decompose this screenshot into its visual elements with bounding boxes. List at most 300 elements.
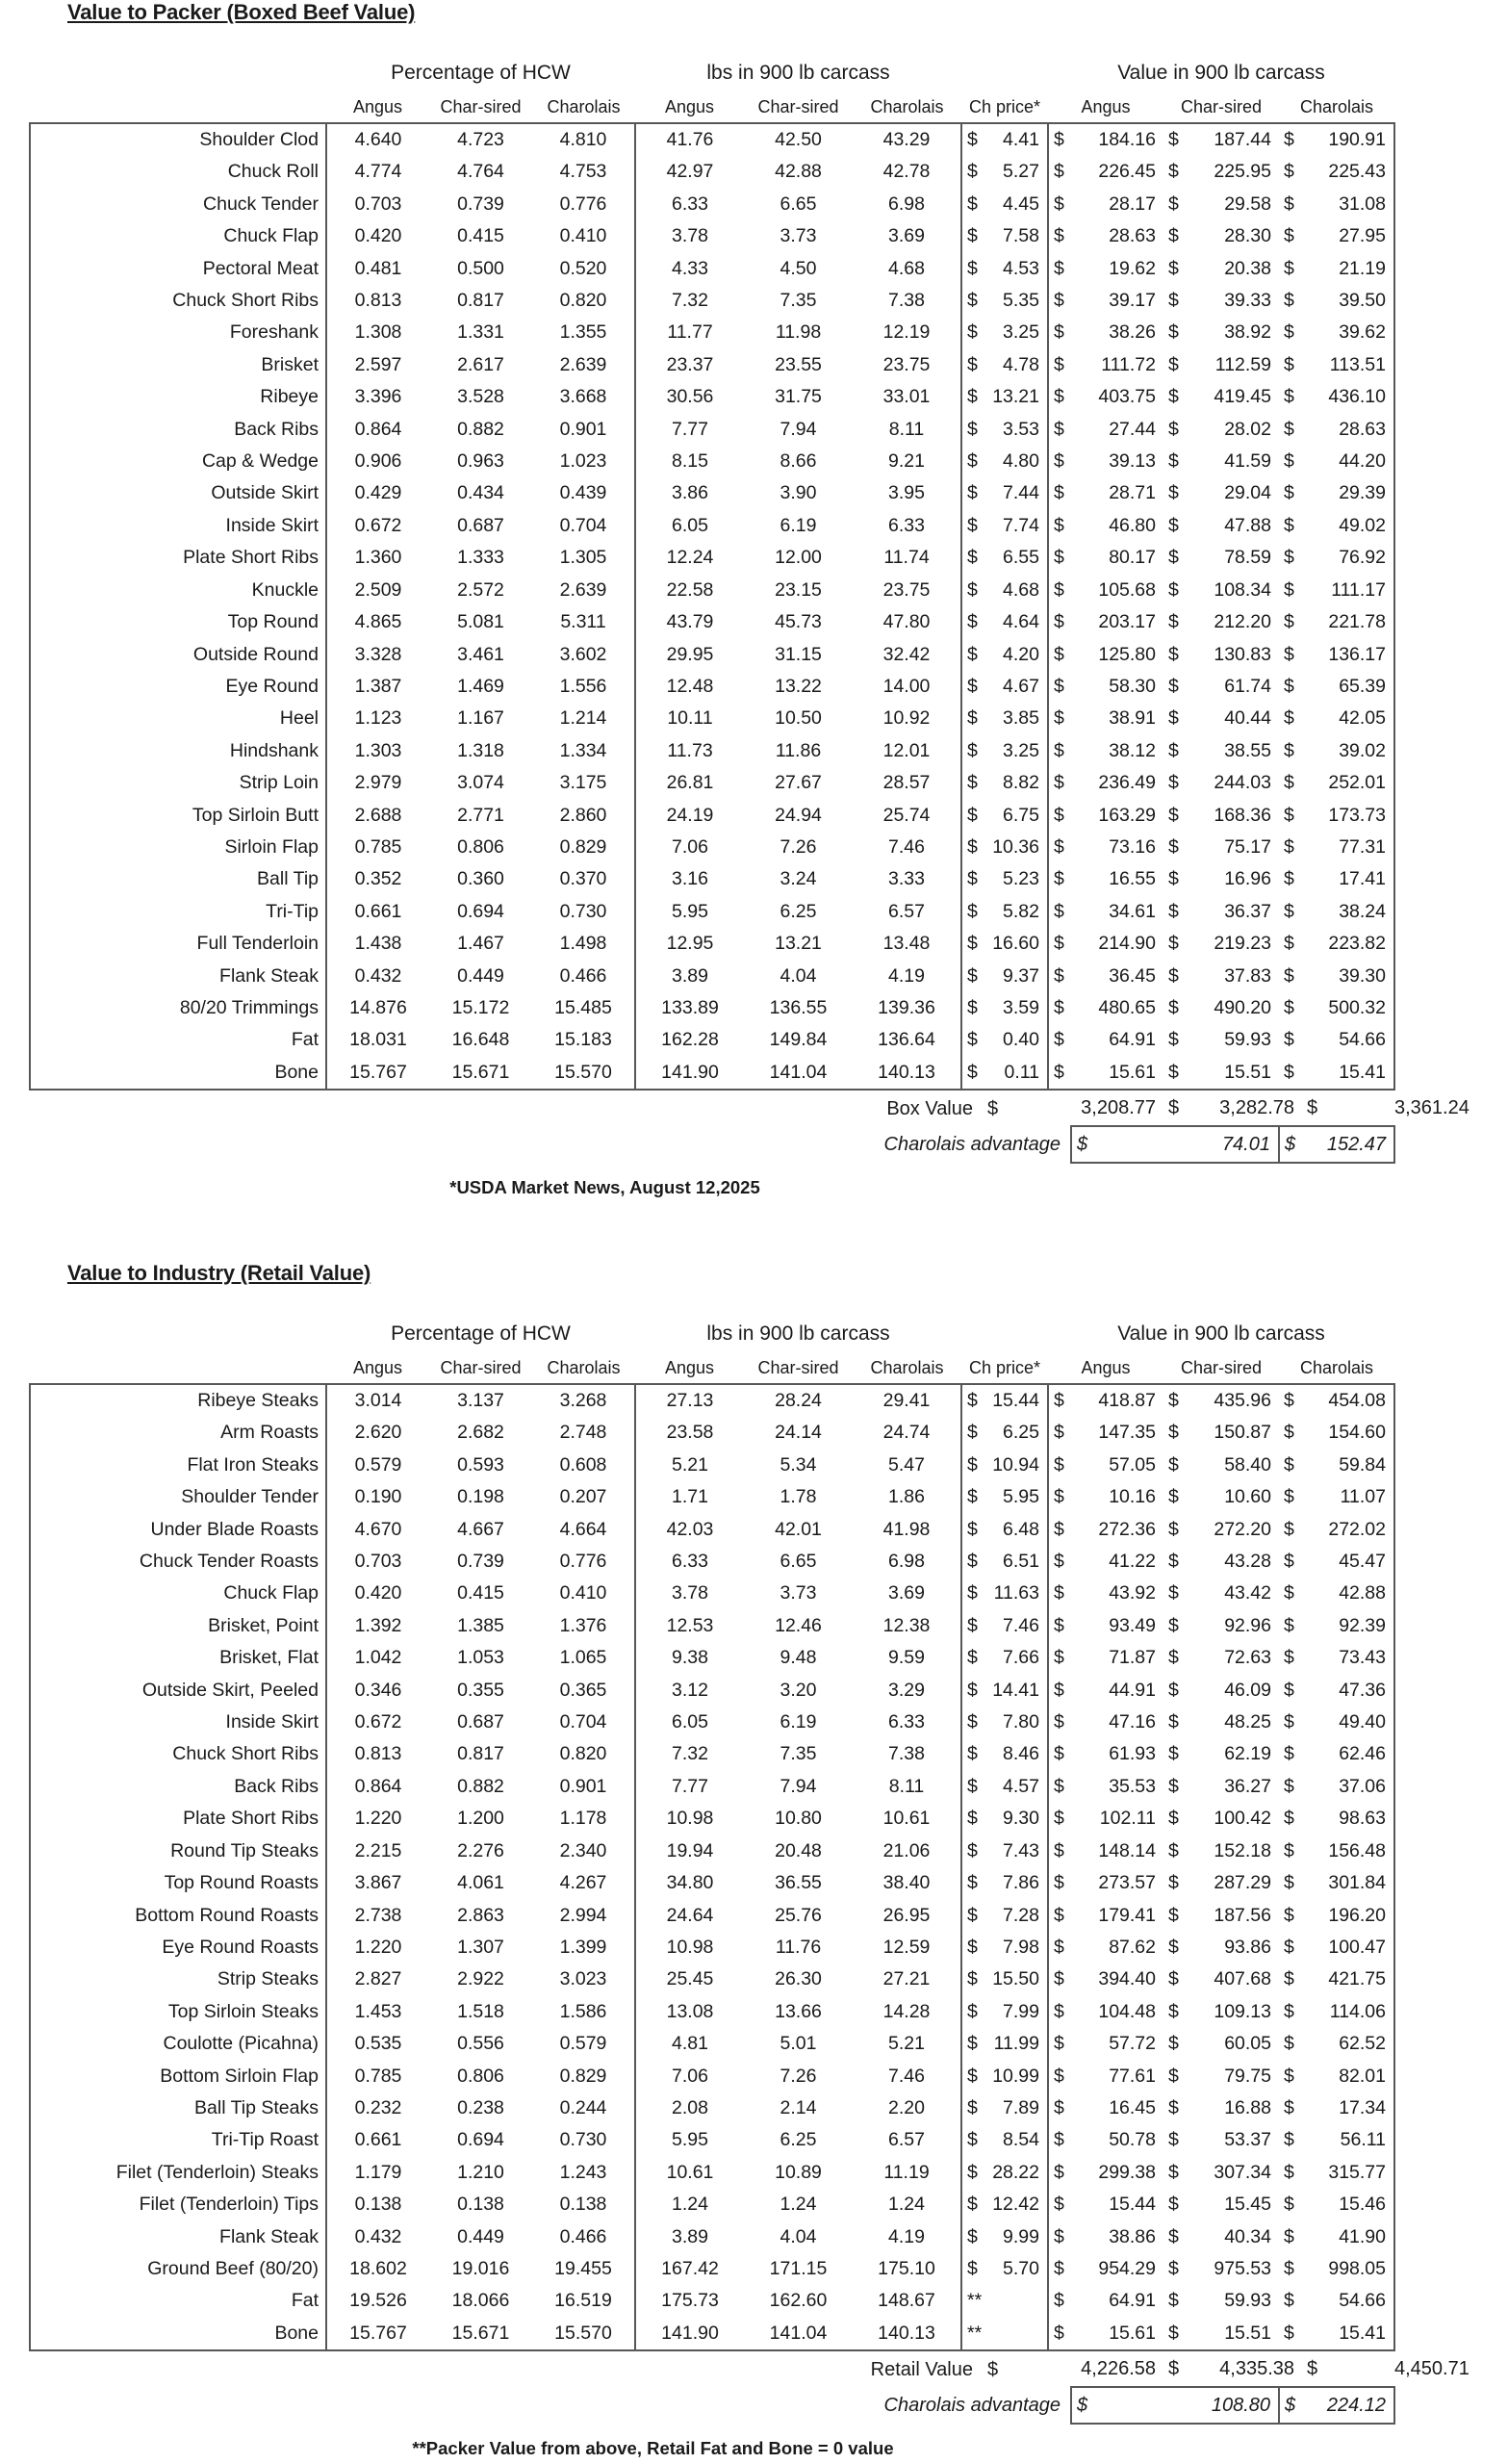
cut-name: Chuck Flap bbox=[223, 225, 319, 247]
value-amount: 226.45 bbox=[1098, 161, 1156, 183]
table-row bbox=[30, 381, 1477, 413]
lbs-value: 171.15 bbox=[769, 2257, 828, 2279]
packer-col-lbs-angus: Angus bbox=[664, 97, 715, 116]
value-amount: 16.45 bbox=[1109, 2096, 1156, 2118]
packer-advantage-row bbox=[30, 1126, 1477, 1163]
value-currency: $ bbox=[1284, 1968, 1294, 1990]
value-amount: 43.42 bbox=[1224, 1582, 1271, 1604]
table-row bbox=[30, 2318, 1477, 2350]
table-row bbox=[30, 1384, 1477, 1417]
cut-name: Knuckle bbox=[251, 578, 319, 601]
value-currency: $ bbox=[1168, 2257, 1179, 2279]
value-currency: $ bbox=[1168, 1872, 1179, 1894]
value-amount: 16.55 bbox=[1109, 868, 1156, 890]
price-value: 10.36 bbox=[992, 835, 1039, 858]
value-currency: $ bbox=[1168, 996, 1179, 1018]
value-amount: 50.78 bbox=[1109, 2129, 1156, 2151]
cut-name: Filet (Tenderloin) Tips bbox=[139, 2194, 319, 2216]
price-value: 4.80 bbox=[1003, 450, 1039, 473]
value-currency: $ bbox=[1048, 1642, 1071, 1674]
lbs-value: 7.35 bbox=[780, 290, 817, 312]
table-row bbox=[30, 2061, 1477, 2092]
value-amount: 37.06 bbox=[1302, 1771, 1394, 1803]
lbs-value: 13.21 bbox=[775, 933, 822, 955]
row-spacer bbox=[30, 220, 76, 252]
value-amount: 272.20 bbox=[1214, 1518, 1271, 1540]
cut-name: 80/20 Trimmings bbox=[179, 996, 319, 1018]
row-spacer bbox=[30, 2028, 76, 2060]
pct-value: 4.753 bbox=[559, 161, 607, 183]
value-currency: $ bbox=[1048, 2157, 1071, 2189]
value-amount: 34.61 bbox=[1109, 900, 1156, 922]
pct-value: 0.704 bbox=[559, 1711, 607, 1733]
lbs-value: 7.35 bbox=[780, 1743, 817, 1765]
table-row bbox=[30, 317, 1477, 348]
lbs-value: 3.73 bbox=[780, 1582, 817, 1604]
pct-value: 0.817 bbox=[457, 290, 504, 312]
value-amount: 49.40 bbox=[1302, 1707, 1394, 1738]
table-row bbox=[30, 703, 1477, 734]
value-currency: $ bbox=[1048, 1803, 1071, 1835]
price-value: 5.95 bbox=[1003, 1486, 1039, 1508]
lbs-value: 5.21 bbox=[635, 1450, 744, 1481]
price-value: 15.44 bbox=[983, 1384, 1048, 1417]
cut-name: Outside Skirt bbox=[211, 482, 319, 504]
lbs-value: 25.74 bbox=[882, 804, 931, 826]
pct-value: 0.352 bbox=[326, 863, 429, 895]
pct-value: 0.365 bbox=[559, 1679, 607, 1701]
lbs-value: 7.32 bbox=[635, 1738, 744, 1770]
value-currency: $ bbox=[1284, 933, 1294, 955]
row-spacer bbox=[30, 349, 76, 381]
value-amount: 39.33 bbox=[1224, 290, 1271, 312]
lbs-value: 149.84 bbox=[769, 1029, 828, 1051]
pct-value: 1.355 bbox=[559, 321, 607, 344]
pct-value: 1.123 bbox=[326, 703, 429, 734]
value-amount: 57.05 bbox=[1109, 1453, 1156, 1476]
price-value: 4.68 bbox=[1003, 578, 1039, 601]
row-spacer bbox=[30, 1867, 76, 1899]
lbs-value: 28.24 bbox=[744, 1384, 853, 1417]
price-currency: $ bbox=[961, 1578, 983, 1609]
retail-col-lbs-angus: Angus bbox=[664, 1358, 715, 1377]
pct-value: 1.556 bbox=[559, 675, 607, 697]
price-currency: $ bbox=[961, 575, 983, 606]
lbs-value: 25.76 bbox=[775, 1904, 822, 1926]
pct-value: 15.172 bbox=[451, 996, 510, 1018]
price-currency: $ bbox=[961, 1707, 983, 1738]
value-amount: 454.08 bbox=[1302, 1384, 1394, 1417]
lbs-value: 11.86 bbox=[775, 739, 822, 761]
retail-subheader-row bbox=[30, 1349, 1477, 1384]
value-currency: $ bbox=[1284, 2257, 1294, 2279]
lbs-value: 3.16 bbox=[635, 863, 744, 895]
packer-subheader-row bbox=[30, 89, 1477, 123]
pct-value: 19.455 bbox=[554, 2257, 612, 2279]
retail-table-body bbox=[30, 1384, 1477, 2350]
retail-value-label: Retail Value bbox=[870, 2358, 973, 2380]
price-currency: $ bbox=[961, 156, 983, 188]
price-value: 5.23 bbox=[1003, 868, 1039, 890]
lbs-value: 23.75 bbox=[882, 353, 931, 375]
price-value: 7.80 bbox=[1003, 1711, 1039, 1733]
value-currency: $ bbox=[1284, 772, 1294, 794]
price-value: 11.63 bbox=[993, 1582, 1039, 1604]
value-currency: $ bbox=[1048, 1771, 1071, 1803]
value-currency: $ bbox=[1168, 835, 1179, 858]
lbs-value: 7.46 bbox=[888, 835, 925, 858]
value-amount: 114.06 bbox=[1302, 1996, 1394, 2028]
table-row bbox=[30, 1642, 1477, 1674]
pct-value: 3.074 bbox=[457, 772, 504, 794]
lbs-value: 6.33 bbox=[888, 514, 925, 536]
value-currency: $ bbox=[1048, 1835, 1071, 1867]
value-amount: 44.91 bbox=[1109, 1679, 1156, 1701]
value-amount: 436.10 bbox=[1302, 381, 1394, 413]
value-amount: 38.12 bbox=[1109, 739, 1156, 761]
table-row bbox=[30, 2028, 1477, 2060]
lbs-value: 8.11 bbox=[888, 1775, 925, 1797]
price-value: 7.89 bbox=[1003, 2096, 1039, 2118]
price-currency: $ bbox=[961, 1481, 983, 1513]
value-amount: 15.41 bbox=[1302, 2318, 1394, 2350]
lbs-value: 136.55 bbox=[769, 996, 828, 1018]
lbs-value: 140.13 bbox=[853, 1057, 961, 1090]
pct-value: 16.648 bbox=[451, 1029, 510, 1051]
cut-name: Eye Round bbox=[225, 675, 319, 697]
table-row bbox=[30, 1964, 1477, 1995]
value-amount: 100.47 bbox=[1302, 1932, 1394, 1964]
price-currency: $ bbox=[961, 220, 983, 252]
value-amount: 38.91 bbox=[1109, 707, 1156, 730]
value-amount: 163.29 bbox=[1098, 804, 1156, 826]
value-currency: $ bbox=[1168, 514, 1179, 536]
lbs-value: 14.00 bbox=[882, 675, 931, 697]
row-spacer bbox=[30, 606, 76, 638]
value-currency: $ bbox=[1168, 643, 1179, 665]
pct-value: 1.586 bbox=[559, 2000, 607, 2022]
value-currency: $ bbox=[1168, 1647, 1179, 1669]
lbs-value: 41.76 bbox=[635, 123, 744, 156]
lbs-value: 141.90 bbox=[635, 1057, 744, 1090]
value-amount: 15.51 bbox=[1187, 1057, 1279, 1090]
row-spacer bbox=[30, 1900, 76, 1932]
pct-value: 0.138 bbox=[559, 2194, 607, 2216]
table-row bbox=[30, 961, 1477, 992]
lbs-value: 3.86 bbox=[635, 477, 744, 509]
lbs-value: 26.30 bbox=[775, 1968, 822, 1990]
value-currency: $ bbox=[1048, 156, 1071, 188]
value-amount: 148.14 bbox=[1098, 1839, 1156, 1861]
pct-value: 2.922 bbox=[457, 1968, 504, 1990]
price-currency: $ bbox=[961, 1384, 983, 1417]
value-currency: $ bbox=[1284, 1936, 1294, 1958]
pct-value: 0.355 bbox=[457, 1679, 504, 1701]
row-spacer bbox=[30, 1642, 76, 1674]
value-amount: 147.35 bbox=[1098, 1422, 1156, 1444]
lbs-value: 167.42 bbox=[635, 2253, 744, 2285]
value-amount: 102.11 bbox=[1099, 1808, 1156, 1830]
cut-name: Cap & Wedge bbox=[201, 450, 319, 473]
price-currency: $ bbox=[961, 1932, 983, 1964]
value-currency: $ bbox=[1048, 896, 1071, 928]
price-value: 0.40 bbox=[1003, 1029, 1039, 1051]
value-amount: 17.41 bbox=[1302, 863, 1394, 895]
pct-value: 5.311 bbox=[560, 611, 606, 633]
price-value: 10.99 bbox=[992, 2065, 1039, 2087]
lbs-value: 42.88 bbox=[775, 161, 822, 183]
lbs-value: 7.06 bbox=[635, 2061, 744, 2092]
price-currency: $ bbox=[961, 1642, 983, 1674]
cut-name: Chuck Short Ribs bbox=[172, 290, 319, 312]
pct-value: 0.687 bbox=[457, 514, 504, 536]
value-amount: 212.20 bbox=[1214, 611, 1271, 633]
lbs-value: 6.98 bbox=[888, 192, 925, 215]
lbs-value: 10.98 bbox=[635, 1803, 744, 1835]
value-currency: $ bbox=[1284, 1679, 1294, 1701]
value-amount: 407.68 bbox=[1214, 1968, 1271, 1990]
pct-value: 0.864 bbox=[326, 414, 429, 446]
packer-box-value-charolais: 3,361.24 bbox=[1394, 1097, 1470, 1119]
value-currency: $ bbox=[1284, 2161, 1294, 2183]
price-value: 6.51 bbox=[1003, 1551, 1039, 1573]
table-row bbox=[30, 1900, 1477, 1932]
lbs-value: 24.94 bbox=[775, 804, 822, 826]
value-currency: $ bbox=[1048, 285, 1071, 317]
cut-name: Ball Tip bbox=[257, 868, 319, 890]
pct-value: 0.661 bbox=[326, 896, 429, 928]
lbs-value: 42.97 bbox=[635, 156, 744, 188]
pct-value: 1.200 bbox=[457, 1808, 504, 1830]
packer-group-percentage: Percentage of HCW bbox=[391, 62, 571, 84]
price-value: 15.50 bbox=[992, 1968, 1039, 1990]
cut-name: Bone bbox=[76, 1057, 326, 1090]
lbs-value: 32.42 bbox=[882, 643, 931, 665]
row-spacer bbox=[30, 2157, 76, 2189]
value-currency: $ bbox=[1284, 1775, 1294, 1797]
lbs-value: 4.19 bbox=[888, 2225, 925, 2247]
lbs-value: 12.24 bbox=[635, 542, 744, 574]
price-currency: $ bbox=[961, 863, 983, 895]
price-value: 7.43 bbox=[1003, 1839, 1039, 1861]
price-value: 9.30 bbox=[1003, 1808, 1039, 1830]
pct-value: 0.410 bbox=[559, 1582, 607, 1604]
cut-name: Brisket bbox=[261, 353, 319, 375]
lbs-value: 10.98 bbox=[635, 1932, 744, 1964]
price-value: 13.21 bbox=[992, 386, 1039, 408]
row-spacer bbox=[30, 1932, 76, 1964]
value-amount: 112.59 bbox=[1214, 353, 1271, 375]
row-spacer bbox=[30, 477, 76, 509]
lbs-value: 3.69 bbox=[888, 1582, 925, 1604]
pct-value: 16.519 bbox=[554, 2290, 612, 2312]
value-currency: $ bbox=[1284, 2129, 1294, 2151]
pct-value: 1.065 bbox=[559, 1647, 607, 1669]
price-currency: $ bbox=[961, 1835, 983, 1867]
pct-value: 1.167 bbox=[457, 707, 504, 730]
pct-value: 0.415 bbox=[457, 1582, 504, 1604]
pct-value: 4.667 bbox=[457, 1518, 504, 1540]
value-amount: 500.32 bbox=[1302, 992, 1394, 1024]
row-spacer bbox=[30, 1546, 76, 1578]
value-amount: 65.39 bbox=[1302, 671, 1394, 703]
cut-name: Fat bbox=[291, 2290, 319, 2312]
cut-name: Shoulder Clod bbox=[76, 123, 326, 156]
value-currency: $ bbox=[1168, 547, 1179, 569]
pct-value: 0.238 bbox=[457, 2096, 504, 2118]
price-value: 12.42 bbox=[992, 2194, 1039, 2216]
value-amount: 77.61 bbox=[1109, 2065, 1156, 2087]
row-spacer bbox=[30, 767, 76, 799]
lbs-value: 11.19 bbox=[883, 2161, 930, 2183]
lbs-value: 4.04 bbox=[780, 964, 817, 987]
pct-value: 0.882 bbox=[457, 1775, 504, 1797]
lbs-value: 1.24 bbox=[780, 2194, 817, 2216]
row-spacer bbox=[30, 542, 76, 574]
value-amount: 203.17 bbox=[1098, 611, 1156, 633]
value-amount: 61.74 bbox=[1224, 675, 1271, 697]
table-row bbox=[30, 1417, 1477, 1449]
lbs-value: 5.21 bbox=[888, 2033, 925, 2055]
value-amount: 168.36 bbox=[1214, 804, 1271, 826]
pct-value: 3.014 bbox=[326, 1384, 429, 1417]
pct-value: 1.360 bbox=[326, 542, 429, 574]
cut-name: Foreshank bbox=[229, 321, 319, 344]
value-currency: $ bbox=[1048, 2061, 1071, 2092]
lbs-value: 7.77 bbox=[635, 1771, 744, 1803]
lbs-value: 175.73 bbox=[635, 2285, 744, 2317]
value-currency: $ bbox=[1284, 1486, 1294, 1508]
value-currency: $ bbox=[1284, 290, 1294, 312]
packer-col-pct-angus: Angus bbox=[352, 97, 403, 116]
lbs-value: 45.73 bbox=[775, 611, 822, 633]
pct-value: 4.774 bbox=[326, 156, 429, 188]
value-currency: $ bbox=[1284, 900, 1294, 922]
cut-name: Back Ribs bbox=[234, 1775, 319, 1797]
price-value: 5.35 bbox=[1003, 290, 1039, 312]
value-amount: 35.53 bbox=[1109, 1775, 1156, 1797]
value-currency: $ bbox=[1048, 542, 1071, 574]
price-value: 8.46 bbox=[1003, 1743, 1039, 1765]
lbs-value: 3.33 bbox=[888, 868, 925, 890]
price-currency: $ bbox=[961, 446, 983, 477]
cut-name: Ground Beef (80/20) bbox=[147, 2257, 319, 2279]
lbs-value: 11.74 bbox=[883, 547, 930, 569]
price-currency: $ bbox=[961, 2061, 983, 2092]
cut-name: Inside Skirt bbox=[225, 514, 319, 536]
pct-value: 3.396 bbox=[326, 381, 429, 413]
price-value: 28.22 bbox=[992, 2161, 1039, 2183]
price-value: 4.57 bbox=[1003, 1775, 1039, 1797]
cut-name: Flank Steak bbox=[219, 964, 319, 987]
value-currency: $ bbox=[1168, 1936, 1179, 1958]
pct-value: 0.864 bbox=[326, 1771, 429, 1803]
row-spacer bbox=[30, 1514, 76, 1546]
pct-value: 0.449 bbox=[457, 2225, 504, 2247]
lbs-value: 6.19 bbox=[780, 514, 817, 536]
value-amount: 43.28 bbox=[1224, 1551, 1271, 1573]
value-currency: $ bbox=[1284, 835, 1294, 858]
value-currency: $ bbox=[1168, 933, 1179, 955]
lbs-value: 31.75 bbox=[775, 386, 822, 408]
value-currency: $ bbox=[1048, 220, 1071, 252]
value-currency: $ bbox=[1284, 1872, 1294, 1894]
pct-value: 0.776 bbox=[559, 192, 607, 215]
pct-value: 0.820 bbox=[559, 1743, 607, 1765]
value-amount: 64.91 bbox=[1109, 1029, 1156, 1051]
pct-value: 2.340 bbox=[559, 1839, 607, 1861]
pct-value: 15.767 bbox=[326, 1057, 429, 1090]
lbs-value: 6.65 bbox=[780, 192, 817, 215]
price-currency: $ bbox=[961, 510, 983, 542]
row-spacer bbox=[30, 2318, 76, 2350]
pct-value: 1.399 bbox=[559, 1936, 607, 1958]
lbs-value: 5.01 bbox=[780, 2033, 817, 2055]
lbs-value: 6.05 bbox=[635, 1707, 744, 1738]
packer-group-value: Value in 900 lb carcass bbox=[1117, 62, 1325, 84]
value-currency: $ bbox=[1168, 353, 1179, 375]
table-row bbox=[30, 2157, 1477, 2189]
value-currency: $ bbox=[1168, 964, 1179, 987]
value-amount: 38.92 bbox=[1224, 321, 1271, 344]
pct-value: 15.570 bbox=[532, 1057, 635, 1090]
value-amount: 15.51 bbox=[1187, 2318, 1279, 2350]
lbs-value: 24.74 bbox=[882, 1422, 931, 1444]
lbs-value: 1.71 bbox=[635, 1481, 744, 1513]
lbs-value: 10.11 bbox=[635, 703, 744, 734]
value-amount: 20.38 bbox=[1224, 257, 1271, 279]
value-currency: $ bbox=[1284, 675, 1294, 697]
packer-col-val-char-sired: Char-sired bbox=[1180, 97, 1263, 116]
packer-box-value-angus-currency: $ bbox=[987, 1097, 999, 1119]
packer-section-title: Value to Packer (Boxed Beef Value) bbox=[67, 0, 416, 24]
price-currency: $ bbox=[961, 1675, 983, 1707]
pct-value: 0.138 bbox=[326, 2189, 429, 2220]
lbs-value: 23.58 bbox=[635, 1417, 744, 1449]
value-amount: 61.93 bbox=[1109, 1743, 1156, 1765]
table-row bbox=[30, 2124, 1477, 2156]
row-spacer bbox=[30, 896, 76, 928]
lbs-value: 41.98 bbox=[882, 1518, 931, 1540]
lbs-value: 42.78 bbox=[882, 161, 931, 183]
lbs-value: 5.95 bbox=[635, 896, 744, 928]
pct-value: 2.639 bbox=[559, 578, 607, 601]
price-currency: $ bbox=[961, 1771, 983, 1803]
price-value: 7.28 bbox=[1003, 1904, 1039, 1926]
pct-value: 0.556 bbox=[457, 2033, 504, 2055]
value-currency: $ bbox=[1048, 2221, 1071, 2253]
cut-name: Top Sirloin Steaks bbox=[167, 2000, 319, 2022]
table-row bbox=[30, 1481, 1477, 1513]
pct-value: 2.738 bbox=[326, 1900, 429, 1932]
value-currency: $ bbox=[1284, 1647, 1294, 1669]
retail-col-val-char-sired: Char-sired bbox=[1180, 1358, 1263, 1377]
table-row bbox=[30, 2221, 1477, 2253]
pct-value: 0.593 bbox=[457, 1453, 504, 1476]
price-value: 4.45 bbox=[1003, 192, 1039, 215]
value-amount: 48.25 bbox=[1224, 1711, 1271, 1733]
pct-value: 1.392 bbox=[326, 1610, 429, 1642]
price-value: 3.25 bbox=[1003, 739, 1039, 761]
value-currency: $ bbox=[1284, 1453, 1294, 1476]
packer-advantage-char-sired-currency: $ bbox=[1071, 1126, 1163, 1163]
pct-value: 2.215 bbox=[326, 1835, 429, 1867]
table-row bbox=[30, 767, 1477, 799]
lbs-value: 27.13 bbox=[635, 1384, 744, 1417]
value-currency: $ bbox=[1048, 671, 1071, 703]
pct-value: 2.620 bbox=[326, 1417, 429, 1449]
value-amount: 196.20 bbox=[1302, 1900, 1394, 1932]
